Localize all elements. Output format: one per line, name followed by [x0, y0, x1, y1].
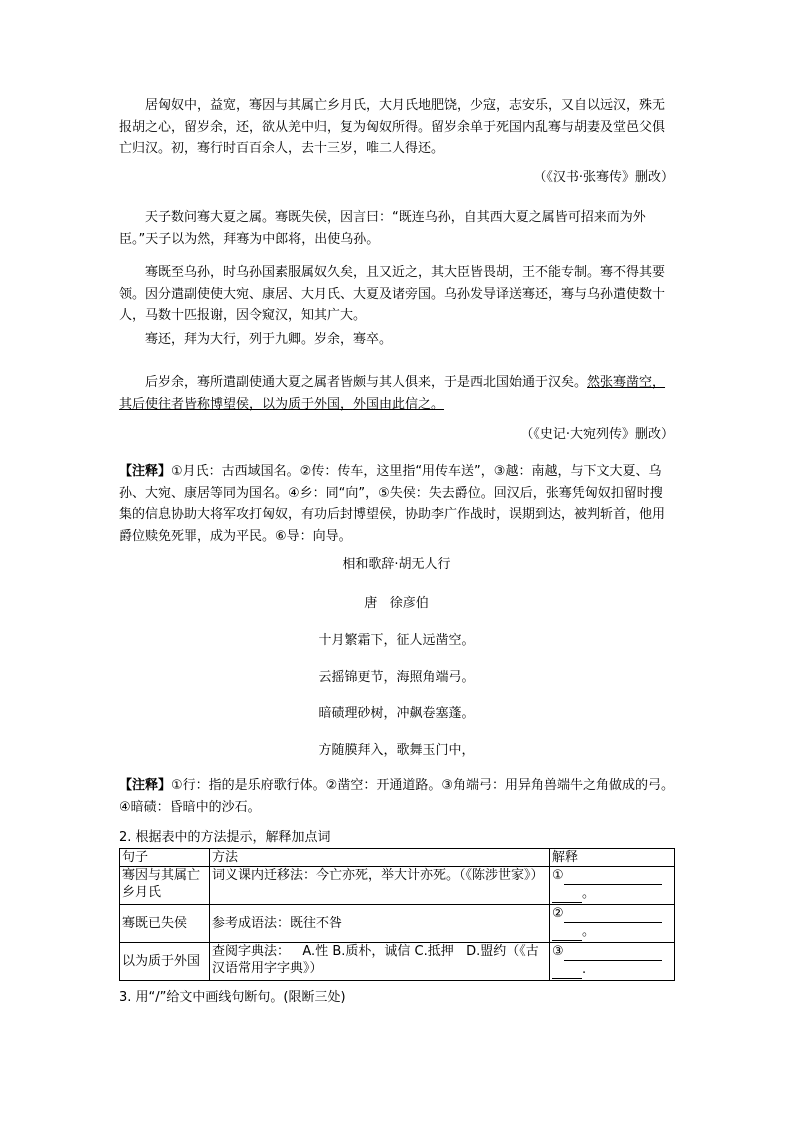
annotation-2	[119, 775, 674, 818]
table-header: 解释	[550, 849, 675, 867]
shiji-paragraph-4	[119, 372, 674, 415]
table-cell-answer[interactable]	[550, 867, 675, 905]
table-cell-method: 查阅字典法： A.性 B.质朴，诚信 C.抵押 D.盟约（《古汉语常用字字典》）	[210, 943, 550, 981]
answer-number: ②	[552, 906, 564, 921]
annotation-2-text: ①行：指的是乐府歌行体。②凿空：开通道路。③角端弓：用异角兽端牛之角做成的弓。④暗碛：昏暗中的沙石。	[119, 778, 674, 815]
table-cell-sentence: 骞因与其属亡乡月氏	[120, 867, 210, 905]
answer-blank[interactable]	[564, 905, 662, 923]
shiji-paragraph-4-plain: 后岁余，骞所遣副使通大夏之属者皆颇与其人俱来，于是西北国始通于汉矣。	[145, 375, 588, 390]
shiji-paragraph-2: 骞既至乌孙，时乌孙国素服属奴久矣，且又近之，其大臣皆畏胡，王不能专制。骞不得其要领。因分遣副使使大宛、康居、大月氏、大夏及诸旁国。乌孙发导译送骞还，骞与乌孙遣使数十人，马数十匹报谢，因令窥汉，知其广大。	[119, 265, 666, 323]
annotation-1-label: 【注释】	[119, 464, 172, 479]
shiji-paragraph-3: 骞还，拜为大行，列于九卿。岁余，骞卒。	[145, 332, 393, 347]
question-2-title: 2. 根据表中的方法提示，解释加点词	[119, 830, 331, 845]
answer-blank[interactable]	[564, 867, 662, 885]
table-cell-sentence: 骞既已失侯	[120, 905, 210, 943]
poem-title: 相和歌辞·胡无人行	[342, 557, 451, 572]
answer-blank[interactable]	[552, 923, 582, 941]
table-cell-sentence: 以为质于外国	[120, 943, 210, 981]
shiji-paragraph-1: 天子数问骞大夏之属。骞既失侯，因言曰：“既连乌孙，自其西大夏之属皆可招来而为外臣。”天子以为然，拜骞为中郎将，出使乌孙。	[119, 210, 646, 247]
table-header: 句子	[120, 849, 210, 867]
hanshu-paragraph: 居匈奴中，益宽，骞因与其属亡乡月氏，大月氏地肥饶，少寇，志安乐，又自以远汉，殊无报胡之心，留岁余，还，欲从羌中归，复为匈奴所得。留岁余单于死国内乱骞与胡妻及堂邑父俱亡归汉。初，骞行时百百余人，去十三岁，唯二人得还。	[119, 98, 666, 156]
poem-line: 云摇锦更节，海照角端弓。	[318, 670, 475, 685]
hanshu-source: （《汉书·张骞传》删改）	[533, 170, 674, 185]
shiji-source: （《史记·大宛列传》删改）	[520, 427, 674, 442]
poem-author: 唐 徐彦伯	[364, 596, 429, 611]
poem-line: 暗碛理砂树，冲飙卷塞蓬。	[318, 706, 475, 721]
table-cell-method: 参考成语法：既往不咎	[210, 905, 550, 943]
method-table	[119, 848, 675, 981]
table-header-row	[120, 849, 675, 867]
table-header: 方法	[210, 849, 550, 867]
table-row	[120, 905, 675, 943]
table-cell-answer[interactable]	[550, 943, 675, 981]
annotation-2-label: 【注释】	[119, 778, 172, 793]
answer-end: 。	[582, 886, 596, 901]
answer-blank[interactable]	[564, 943, 662, 961]
answer-end: 。	[582, 924, 596, 939]
underlined-sentence: 然张骞凿空，其后使往者皆称博望侯，以为质于外国，外国由此信之。	[119, 375, 666, 412]
answer-blank[interactable]	[552, 885, 582, 903]
question-3-title: 3. 用“/”给文中画线句断句。(限断三处)	[119, 990, 346, 1005]
answer-blank[interactable]	[552, 961, 582, 979]
poem-line: 方随膜拜入，歌舞玉门中，	[318, 743, 475, 758]
answer-number: ③	[552, 944, 564, 959]
poem-line: 十月繁霜下，征人远凿空。	[318, 633, 475, 648]
table-row	[120, 867, 675, 905]
table-row	[120, 943, 675, 981]
table-cell-answer[interactable]	[550, 905, 675, 943]
annotation-1	[119, 461, 674, 547]
answer-end: .	[582, 962, 587, 977]
table-cell-method: 词义课内迁移法：今亡亦死，举大计亦死。（《陈涉世家》）	[210, 867, 550, 905]
answer-number: ①	[552, 868, 564, 883]
annotation-1-text: ①月氏：古西域国名。②传：传车，这里指“用传车送”，③越：南越，与下文大夏、乌孙、大宛、康居等同为国名。④乡：同“向”，⑤失侯：失去爵位。回汉后，张骞凭匈奴扣留时搜集的信息协助大将军攻打匈奴，有功后封博望侯，协助李广作战时，误期到达，被判斩首，他用爵位赎免死罪，成为平民。⑥导：向导。	[119, 464, 666, 544]
